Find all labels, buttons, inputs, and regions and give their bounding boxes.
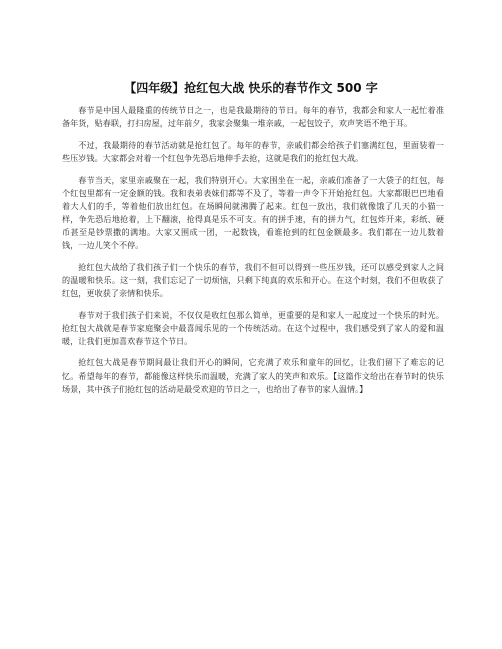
paragraph-5: 春节对于我们孩子们来说，不仅仅是收红包那么简单，更重要的是和家人一起度过一个快乐的时光。抢红包大战就是春节家庭聚会中最喜闻乐见的一个传统活动。在这个过程中，我们感受到了家人的爱和温暖，让我们更加喜欢春节这个节日。 [62,309,444,346]
paragraph-2: 不过，我最期待的春节活动就是抢红包了。每年的春节，亲戚们都会给孩子们塞满红包，里面装着一些压岁钱。大家都会对着一个红包争先恐后地伸手去抢，这就是我们的抢红包大战。 [62,139,444,163]
document-body [62,104,444,404]
paragraph-4: 抢红包大战给了我们孩子们一个快乐的春节，我们不但可以得到一些压岁钱，还可以感受到家人之间的温暖和快乐。这一刻，我们忘记了一切烦恼，只剩下纯真的欢乐和开心。在这个时刻，我们不但收获了红包，更收获了亲情和快乐。 [62,261,444,298]
paragraph-6: 抢红包大战是春节期间最让我们开心的瞬间，它充满了欢乐和童年的回忆，让我们留下了难忘的记忆。希望每年的春节，都能像这样快乐而温暖，充满了家人的笑声和欢乐。【这篇作文给出在春节时的快乐场景，其中孩子们抢红包的活动是最受欢迎的节日之一，也给出了春节的家人温情。】 [62,357,444,394]
paragraph-1: 春节是中国人最隆重的传统节日之一，也是我最期待的节日。每年的春节，我都会和家人一起忙着准备年货，贴春联，打扫房屋，过年前夕，我家会聚集一堆亲戚，一起包饺子，欢声笑语不绝于耳。 [62,105,444,129]
document-title: 【四年级】抢红包大战 快乐的春节作文 500 字 [124,81,378,95]
paragraph-3: 春节当天，家里亲戚聚在一起，我们特别开心。大家围坐在一起，亲戚们准备了一大袋子的红包，每个红包里都有一定金额的钱。我和表弟表妹们都等不及了，等着一声令下开始抢红包。大家都眼巴巴地看着大人们的手，等着他们放出红包。在场瞬间就沸腾了起来。红包一放出，我们就像饿了几天的小猫一样，争先恐后地抢着，上下翻滚，抢得真是乐不可支。有的拼手速，有的拼力气，红包炸开来，彩纸、硬币甚至是钞票撒的满地。大家又围成一团，一起数钱，看谁抢到的红包金额最多。我们都在一边儿数着钱，一边儿笑个不停。 [62,174,444,251]
